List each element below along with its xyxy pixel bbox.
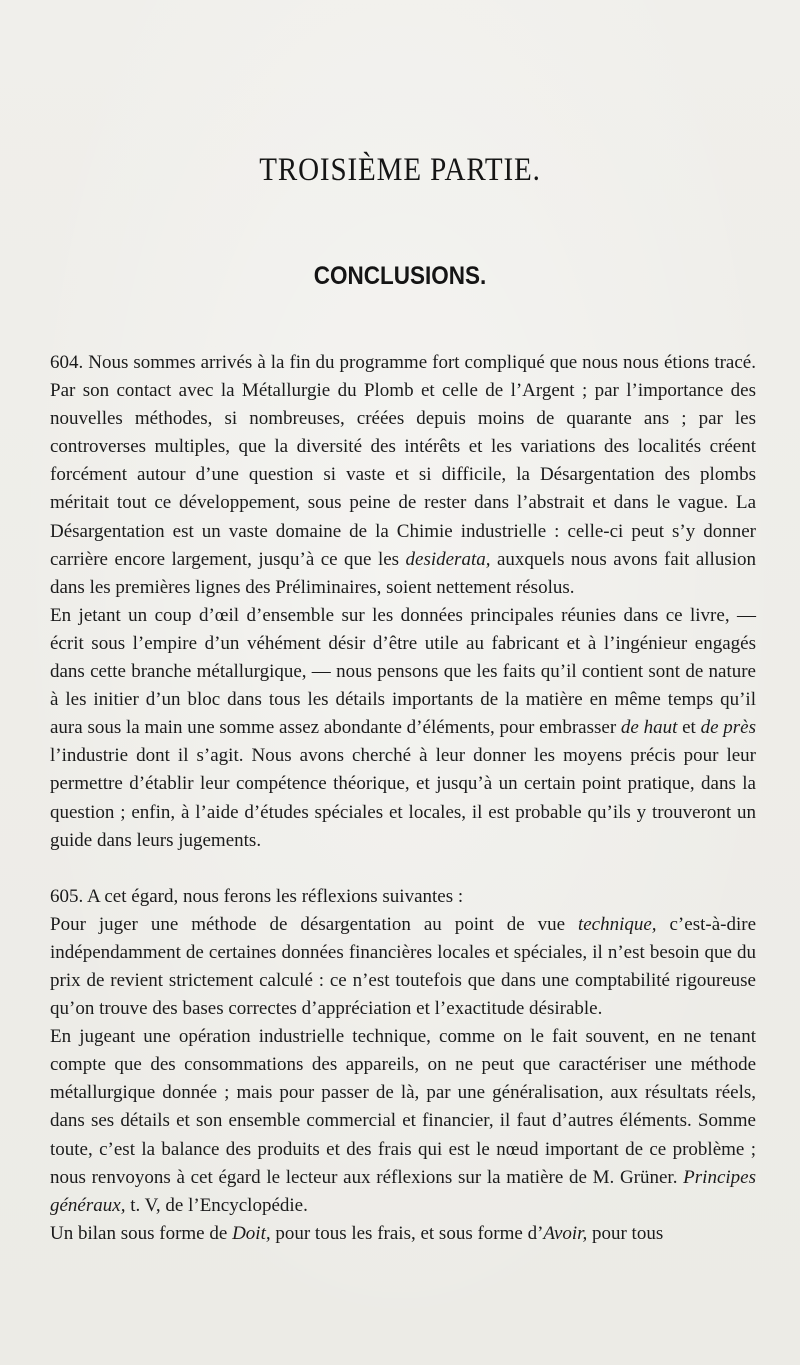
italic-term-de-haut: de haut bbox=[620, 717, 678, 739]
paragraph-operation bbox=[50, 1023, 756, 1220]
paragraph-technique bbox=[50, 911, 756, 1023]
section-title: CONCLUSIONS. bbox=[313, 262, 487, 290]
text-segment: pour tous les frais, et sous forme d’ bbox=[270, 1222, 544, 1244]
italic-term-doit: Doit, bbox=[232, 1222, 271, 1244]
paragraph-bilan bbox=[50, 1220, 756, 1248]
text-segment: t. V, de l’Encyclopédie. bbox=[125, 1194, 308, 1216]
body-text bbox=[50, 349, 756, 1248]
italic-term-avoir: Avoir, bbox=[543, 1222, 588, 1244]
paragraph-605 bbox=[50, 883, 756, 911]
text-segment: c’est-à-dire indépendamment de certaines données financières locales et spéciales, il n’est besoin que du prix de revient strictement calculé : ce n’est toutefois que dans une comptabilité rigoureuse qu’on trouve des bases correctes d’appréciation et l’exactitude désirable. bbox=[50, 913, 756, 1020]
text-segment: auxquels nous avons fait allusion dans les premières lignes des Préliminaires, soient nettement résolus. bbox=[50, 548, 756, 598]
text-segment: l’industrie dont il s’agit. Nous avons cherché à leur donner les moyens précis pour leur permettre d’établir leur compétence théorique, et jusqu’à un certain point pratique, dans la question ; enfin, à l’aide d’études spéciales et locales, il est probable qu’ils y trouveront un guide dans leurs jugements. bbox=[50, 745, 756, 851]
text-segment: 605. A cet égard, nous ferons les réflexions suivantes : bbox=[50, 885, 464, 907]
text-segment: et bbox=[677, 717, 701, 739]
text-segment: Pour juger une méthode de désargentation au point de vue bbox=[50, 913, 578, 935]
italic-term-principes: Principes généraux, bbox=[50, 1166, 756, 1216]
paragraph-604 bbox=[50, 349, 756, 602]
text-segment: En jugeant une opération industrielle technique, comme on le fait souvent, en ne tenant compte que des consommations des appareils, on ne peut que caractériser une méthode métallurgique donnée ; mais pour passer de là, par une généralisation, aux résultats réels, dans ses détails et son ensemble commercial et financier, il faut d’autres éléments. Somme toute, c’est la balance des produits et des frais qui est le nœud important de ce problème ; nous renvoyons à cet égard le lecteur aux réflexions sur la matière de M. Grüner. bbox=[50, 1026, 756, 1188]
part-title: TROISIÈME PARTIE. bbox=[259, 152, 541, 188]
italic-term-de-pres: de près bbox=[700, 717, 757, 739]
text-segment: pour tous bbox=[587, 1222, 664, 1244]
text-segment: 604. Nous sommes arrivés à la fin du programme fort compliqué que nous nous étions tracé. Par son contact avec la Métallurgie du Plomb et celle de l’Argent ; par l’importance des nouvelles méthodes, si nombreuses, créées depuis moins de quarante ans ; par les controverses multiples, que la diversité des intérêts et les variations des localités créent forcément autour d’une question si vaste et si difficile, la Désargentation des plombs méritait tout ce développement, sous peine de rester dans l’abstrait et dans le vague. La Désargentation est un vaste domaine de la Chimie industrielle : celle-ci peut s’y donner carrière encore largement, jusqu’à ce que les bbox=[50, 352, 756, 570]
text-segment: En jetant un coup d’œil d’ensemble sur les données principales réunies dans ce livre, — écrit sous l’empire d’un véhément désir d’être utile au fabricant et à l’ingénieur engagés dans cette branche métallurgique, — nous pensons que les faits qu’il contient sont de nature à les initier d’un bloc dans tous les détails importants de la matière en même temps qu’il aura sous la main une somme assez abondante d’éléments, pour embrasser bbox=[50, 604, 756, 739]
italic-term-desiderata: desiderata, bbox=[405, 548, 491, 570]
italic-term-technique: technique, bbox=[577, 913, 657, 935]
text-segment: Un bilan sous forme de bbox=[50, 1222, 233, 1244]
paragraph-ensemble bbox=[50, 602, 756, 855]
